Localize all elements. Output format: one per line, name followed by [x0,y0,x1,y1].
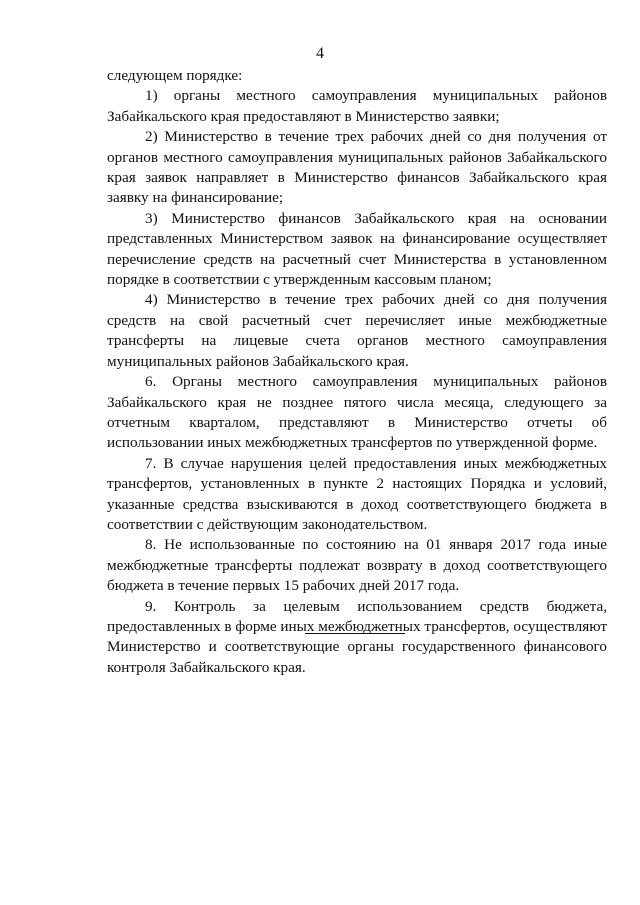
paragraph-item-6: 6. Органы местного самоуправления муниципальных районов Забайкальского края не позднее пятого числа месяца, следующего за отчетным кварталом, представляют в Министерство отчеты об использовании иных межбюджетных трансфертов по утвержденной форме. [107,373,607,452]
paragraph-item-8: 8. Не использованные по состоянию на 01 января 2017 года иные межбюджетные трансферты подлежат возврату в доход соответствующего бюджета в течение первых 15 рабочих дней 2017 года. [107,536,607,595]
document-body [107,66,607,678]
closing-divider [305,633,405,634]
paragraph-subitem-4: 4) Министерство в течение трех рабочих дней со дня получения средств на свой расчетный счет перечисляет иные межбюджетные трансферты на лицевые счета органов местного самоуправления муниципальных районов Забайкальского края. [107,291,607,370]
paragraph-continuation: следующем порядке: [107,67,243,84]
paragraph-subitem-3: 3) Министерство финансов Забайкальского края на основании представленных Министерством заявок на финансирование осуществляет перечисление средств на расчетный счет Министерства в установленном порядке в соответствии с утвержденным кассовым планом; [107,209,607,289]
paragraph-item-7: 7. В случае нарушения целей предоставления иных межбюджетных трансфертов, установленных в пункте 2 настоящих Порядка и условий, указанные средства взыскиваются в доход соответствующего бюджета в соответствии с действующим законодательством. [107,454,607,533]
page-number: 4 [316,45,324,62]
paragraph-subitem-1: 1) органы местного самоуправления муниципальных районов Забайкальского края предоставляют в Министерство заявки; [107,87,607,125]
paragraph-item-9: 9. Контроль за целевым использованием средств бюджета, предоставленных в форме иных межбюджетных трансфертов, осуществляют Министерство и соответствующие органы государственного финансового контроля Забайкальского края. [107,597,607,676]
paragraph-subitem-2: 2) Министерство в течение трех рабочих дней со дня получения от органов местного самоуправления муниципальных районов Забайкальского края заявок направляет в Министерство финансов Забайкальского края заявку на финансирование; [107,128,607,207]
